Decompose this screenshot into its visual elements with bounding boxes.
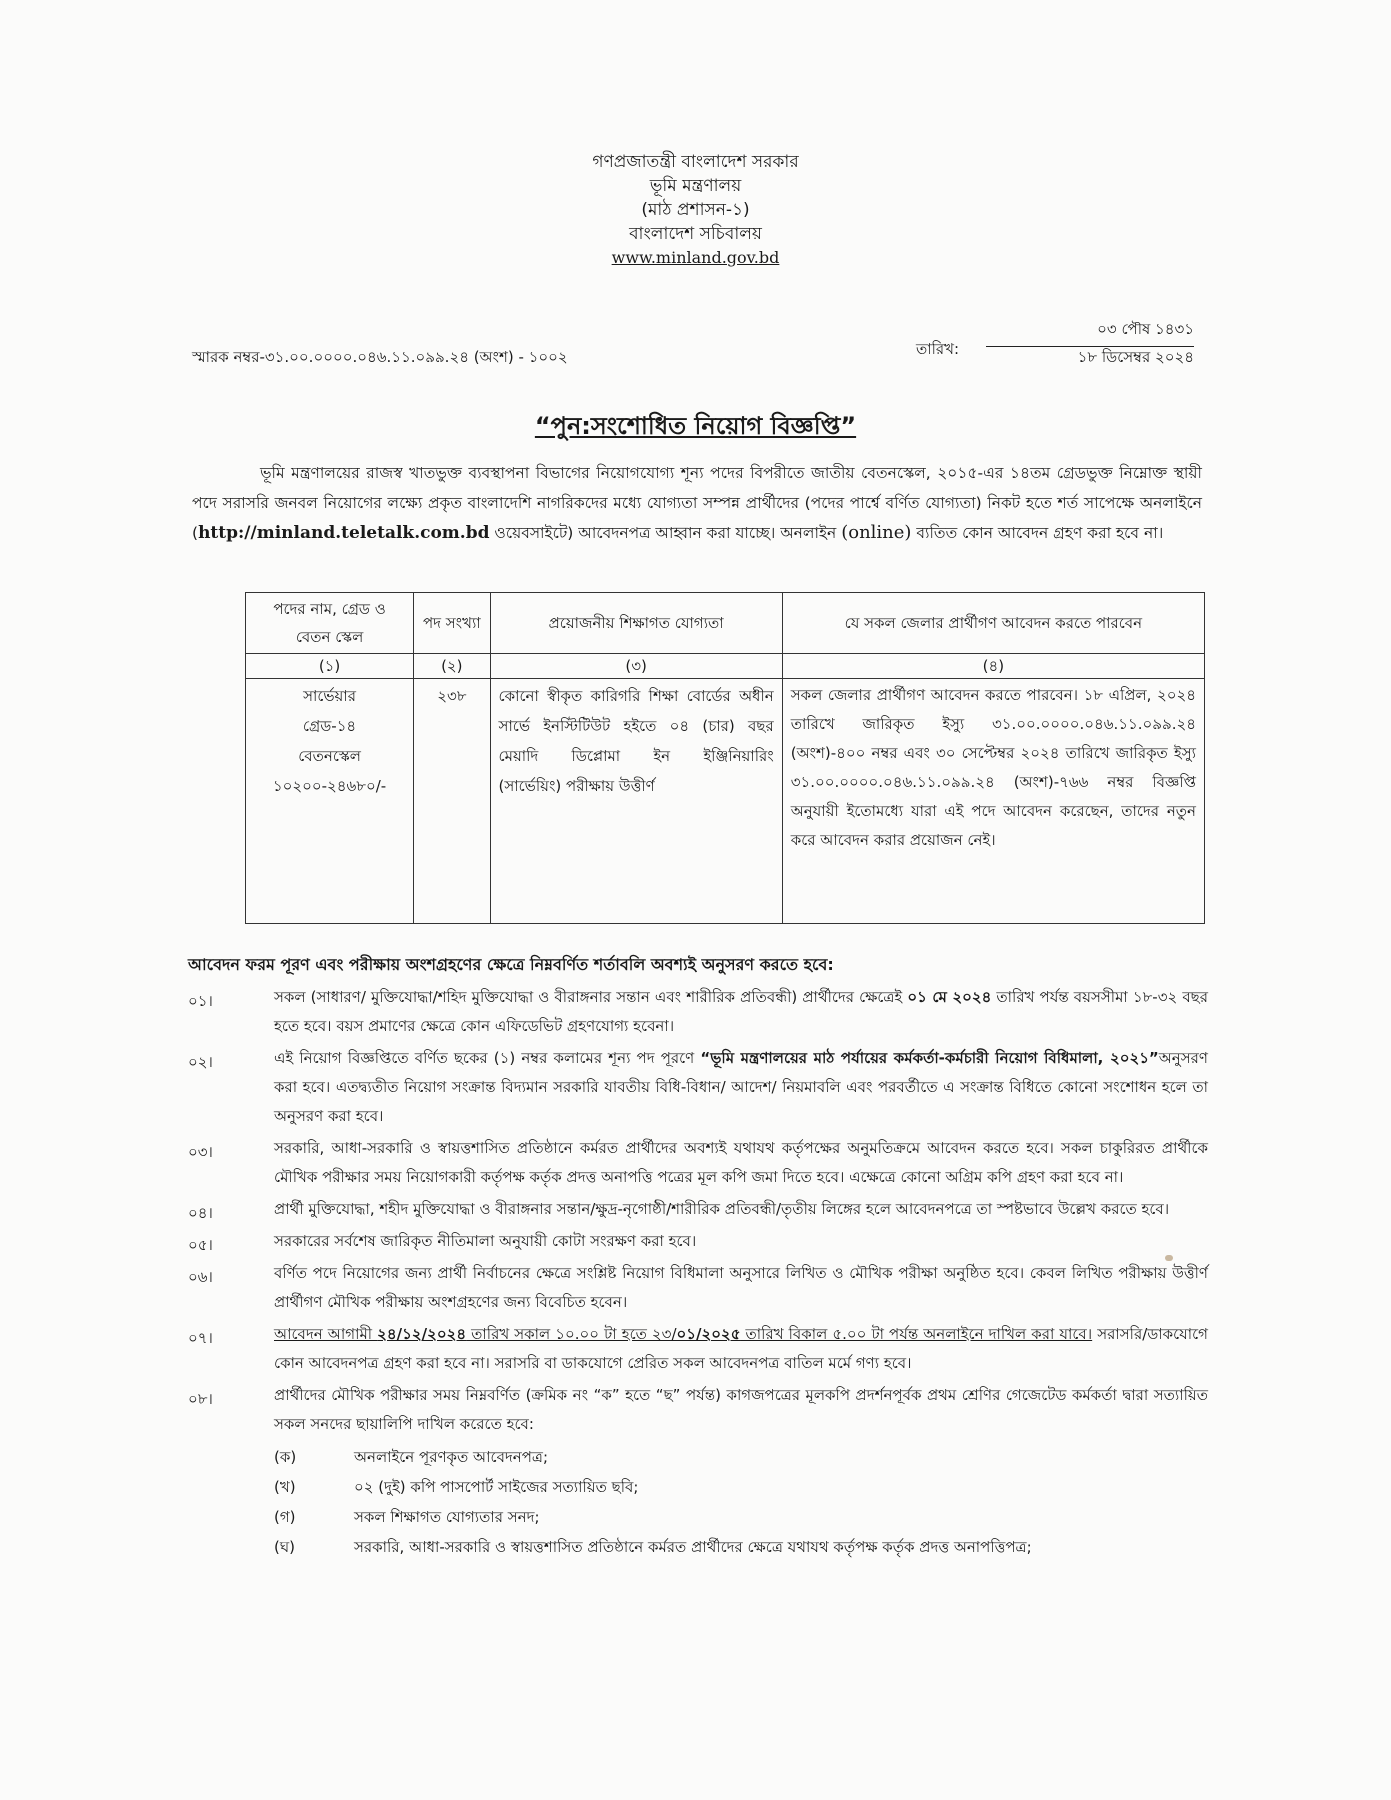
condition-item-deadline [188, 1320, 1208, 1378]
post-name: সার্ভেয়ার [303, 687, 356, 705]
document-item-letter: (গ) [274, 1508, 296, 1526]
header-post-count: পদ সংখ্যা [414, 593, 490, 654]
intro-text: ব্যতিত কোন আবেদন গ্রহণ করা হবে না। [911, 524, 1164, 542]
post-cell [246, 679, 414, 924]
intro-paragraph [192, 458, 1202, 548]
section-name: (মাঠ প্রশাসন-১) [641, 200, 750, 220]
condition-number: ০১। [188, 992, 213, 1010]
header-districts: যে সকল জেলার প্রার্থীগণ আবেদন করতে পারবেন [782, 593, 1204, 654]
condition-number: ০৫। [188, 1236, 213, 1254]
table-row [246, 679, 1205, 924]
intro-text: ভূমি মন্ত্রণালয়ের রাজস্ব খাতভুক্ত ব্যবস্থাপনা বিভাগের নিয়োগযোগ্য শূন্য পদের বিপরীতে জাতীয় বেতনস্কেল, ২০১৫-এর ১৪তম গ্রেডভুক্ত নিম্নোক্ত স্থায়ী পদে সরাসরি জনবল নিয়োগের লক্ষ্যে প্রকৃত বাংলাদেশি নাগরিকদের মধ্যে যোগ্যতা সম্পন্ন প্রার্থীদের (পদের পার্শ্বে বর্ণিত যোগ্যতা) নিকট হতে শর্ত সাপেক্ষে অনলাইনে ( [192, 464, 1202, 542]
column-number-row [246, 654, 1205, 679]
document-item-letter: (ঘ) [274, 1538, 295, 1556]
condition-text: সরাসরি/ডাকযোগে কোন আবেদনপত্র গ্রহণ করা হবে না। সরাসরি বা ডাকযোগে প্রেরিত সকল আবেদনপত্র বাতিল মর্মে গণ্য হবে। [274, 1325, 1209, 1372]
end-date: ০১/২০২৫ [676, 1325, 741, 1343]
deadline-text-part: তারিখ সকাল ১০.০০ টা হতে ২৩/ [466, 1325, 677, 1343]
deadline-text-part: আবেদন আগামী [274, 1325, 378, 1343]
deadline-text [274, 1325, 1092, 1343]
date-label: তারিখ: [916, 340, 960, 358]
condition-emphasis: “ভূমি মন্ত্রণালয়ের মাঠ পর্যায়ের কর্মকর্তা-কর্মচারী নিয়োগ বিধিমালা, ২০২১” [700, 1049, 1159, 1067]
letterhead [0, 150, 1391, 270]
column-number: (১) [246, 654, 414, 679]
post-grade: গ্রেড-১৪ [302, 717, 357, 735]
conditions-heading: আবেদন ফরম পূরণ এবং পরীক্ষায় অংশগ্রহণের ক্ষেত্রে নিম্নবর্ণিত শর্তাবলি অবশ্যই অনুসরণ করতে হবে: [188, 955, 834, 974]
condition-text: সরকারি, আধা-সরকারি ও স্বায়ত্তশাসিত প্রতিষ্ঠানে কর্মরত প্রার্থীদের অবশ্যই যথাযথ কর্তৃপক্ষের অনুমতিক্রমে আবেদন করতে হবে। সকল চাকুরিরত প্রার্থীকে মৌখিক পরীক্ষার সময় নিয়োগকারী কর্তৃপক্ষ কর্তৃক প্রদত্ত অনাপত্তি পত্রের মূল কপি জমা দিতে হবে। এক্ষেত্রে কোনো অগ্রিম কপি গ্রহণ করা হবে না। [274, 1139, 1208, 1186]
document-item [274, 1502, 1208, 1532]
date-gregorian: ১৮ ডিসেম্বর ২০২৪ [1077, 348, 1194, 366]
table-header-row [246, 593, 1205, 654]
column-number: (৪) [782, 654, 1204, 679]
website-link[interactable]: www.minland.gov.bd [611, 248, 780, 267]
condition-text: অনুসরণ করা হবে। এতদ্ব্যতীত নিয়োগ সংক্রান্ত বিদ্যমান সরকারি যাবতীয় বিধি-বিধান/ আদেশ/ নিয়মাবলি এবং পরবর্তীতে এ সংক্রান্ত বিধিতে কোনো সংশোধন হলে তা অনুসরণ করা হবে। [274, 1049, 1208, 1125]
districts-cell: সকল জেলার প্রার্থীগণ আবেদন করতে পারবেন। ১৮ এপ্রিল, ২০২৪ তারিখে জারিকৃত ইস্যু ৩১.০০.০০০০.০৪৬.১১.০৯৯.২৪ (অংশ)-৪০০ নম্বর এবং ৩০ সেপ্টেম্বর ২০২৪ তারিখে জারিকৃত ইস্যু ৩১.০০.০০০০.০৪৬.১১.০৯৯.২৪ (অংশ)-৭৬৬ নম্বর বিজ্ঞপ্তি অনুযায়ী ইতোমধ্যে যারা এই পদে আবেদন করেছেন, তাদের নতুন করে আবেদন করার প্রয়োজন নেই। [782, 679, 1204, 924]
condition-number: ০৮। [188, 1390, 213, 1408]
post-count: ২৩৮ [414, 679, 490, 924]
header-qualification: প্রয়োজনীয় শিক্ষাগত যোগ্যতা [490, 593, 782, 654]
government-name: গণপ্রজাতন্ত্রী বাংলাদেশ সরকার [592, 152, 799, 172]
pay-scale-label: বেতনস্কেল [298, 747, 361, 765]
document-item-letter: (ক) [274, 1448, 297, 1466]
column-number: (৩) [490, 654, 782, 679]
condition-item [188, 1259, 1208, 1317]
application-website-link[interactable]: http://minland.teletalk.com.bd [198, 523, 490, 543]
condition-item [188, 1195, 1208, 1224]
start-date: ২৪/১২/২০২৪ [377, 1325, 467, 1343]
secretariat-name: বাংলাদেশ সচিবালয় [629, 224, 762, 244]
pay-scale: ১০২০০-২৪৬৮০/- [272, 777, 387, 795]
notice-title-text: “পুন:সংশোধিত নিয়োগ বিজ্ঞপ্তি” [534, 412, 857, 440]
condition-item [188, 1227, 1208, 1256]
condition-text: প্রার্থীদের মৌখিক পরীক্ষার সময় নিম্নবর্ণিত (ক্রমিক নং “ক” হতে “ছ” পর্যন্ত) কাগজপত্রের মূলকপি প্রদর্শনপূর্বক প্রথম শ্রেণির গেজেটেড কর্মকর্তা দ্বারা সত্যায়িত সকল সনদের ছায়ালিপি দাখিল করেতে হবে: [274, 1386, 1208, 1433]
condition-text: প্রার্থী মুক্তিযোদ্ধা, শহীদ মুক্তিযোদ্ধা ও বীরাঙ্গনার সন্তান/ক্ষুদ্র-নৃগোষ্ঠী/শারীরিক প্রতিবন্ধী/তৃতীয় লিঙ্গের হলে আবেদনপত্রে তা স্পষ্টভাবে উল্লেখ করতে হবে। [274, 1200, 1170, 1218]
intro-text: ওয়েবসাইটে) আবেদনপত্র আহ্বান করা যাচ্ছে। অনলাইন [489, 524, 842, 542]
document-item-text: সরকারি, আধা-সরকারি ও স্বায়ত্তশাসিত প্রতিষ্ঠানে কর্মরত প্রার্থীদের ক্ষেত্রে যথাযথ কর্তৃপক্ষ কর্তৃক প্রদত্ত অনাপত্তিপত্র; [354, 1538, 1032, 1556]
condition-item [188, 983, 1208, 1041]
condition-item [188, 1134, 1208, 1192]
qualification-text: কোনো স্বীকৃত কারিগরি শিক্ষা বোর্ডের অধীন সার্ভে ইনস্টিটিউট হইতে ০৪ (চার) বছর মেয়াদি ডিপ্লোমা ইন ইঞ্জিনিয়ারিং [498, 687, 774, 765]
qualification-cell [490, 679, 782, 924]
posts-table [245, 592, 1205, 924]
condition-number: ০৭। [188, 1329, 213, 1347]
condition-number: ০৪। [188, 1204, 213, 1222]
condition-item-documents [188, 1381, 1208, 1439]
condition-text: সরকারের সর্বশেষ জারিকৃত নীতিমালা অনুযায়ী কোটা সংরক্ষণ করা হবে। [274, 1232, 697, 1250]
date-bangla: ০৩ পৌষ ১৪৩১ [986, 318, 1194, 347]
column-number: (২) [414, 654, 490, 679]
qualification-text-end: (সার্ভেয়িং) পরীক্ষায় উত্তীর্ণ [498, 777, 655, 795]
document-item [274, 1532, 1208, 1562]
condition-number: ০৬। [188, 1268, 213, 1286]
document-item-text: অনলাইনে পূরণকৃত আবেদনপত্র; [354, 1448, 549, 1466]
document-item [274, 1472, 1208, 1502]
condition-number: ০২। [188, 1053, 213, 1071]
condition-text: সকল (সাধারণ/ মুক্তিযোদ্ধা/শহিদ মুক্তিযোদ্ধা ও বীরাঙ্গনার সন্তান এবং শারীরিক প্রতিবন্ধী) প্রার্থীদের ক্ষেত্রেই [274, 988, 908, 1006]
conditions-list [188, 983, 1208, 1562]
deadline-text-part: তারিখ বিকাল ৫.০০ টা পর্যন্ত অনলাইনে দাখিল করা যাবে। [740, 1325, 1093, 1343]
document-item-letter: (খ) [274, 1478, 296, 1496]
notice-title [0, 408, 1391, 448]
condition-text: তারিখ পর্যন্ত বয়সসীমা ১৮-৩২ বছর হতে হবে। বয়স প্রমাণের ক্ষেত্রে কোন এফিডেভিট গ্রহণযোগ্য হবেনা। [274, 988, 1209, 1035]
ministry-name: ভূমি মন্ত্রণালয় [649, 176, 742, 196]
memo-number: স্মারক নম্বর-৩১.০০.০০০০.০৪৬.১১.০৯৯.২৪ (অংশ) - ১০০২ [192, 348, 568, 366]
scan-speck [1165, 1255, 1173, 1261]
condition-emphasis: ০১ মে ২০২৪ [907, 988, 992, 1006]
condition-text: এই নিয়োগ বিজ্ঞপ্তিতে বর্ণিত ছকের (১) নম্বর কলামের শূন্য পদ পূরণে [274, 1049, 701, 1067]
document-item-text: ০২ (দুই) কপি পাসপোর্ট সাইজের সত্যায়িত ছবি; [354, 1478, 639, 1496]
condition-item [188, 1044, 1208, 1131]
condition-text: বর্ণিত পদে নিয়োগের জন্য প্রার্থী নির্বাচনের ক্ষেত্রে সংশ্লিষ্ট নিয়োগ বিধিমালা অনুসারে লিখিত ও মৌখিক পরীক্ষা অনুষ্ঠিত হবে। কেবল লিখিত পরীক্ষায় উত্তীর্ণ প্রার্থীগণ মৌখিক পরীক্ষায় অংশগ্রহণের জন্য বিবেচিত হবেন। [274, 1264, 1208, 1311]
condition-number: ০৩। [188, 1143, 213, 1161]
document-item [274, 1442, 1208, 1472]
document-item-text: সকল শিক্ষাগত যোগ্যতার সনদ; [354, 1508, 540, 1526]
header-post-name: পদের নাম, গ্রেড ও বেতন স্কেল [246, 593, 414, 654]
online-word: (online) [841, 522, 912, 543]
